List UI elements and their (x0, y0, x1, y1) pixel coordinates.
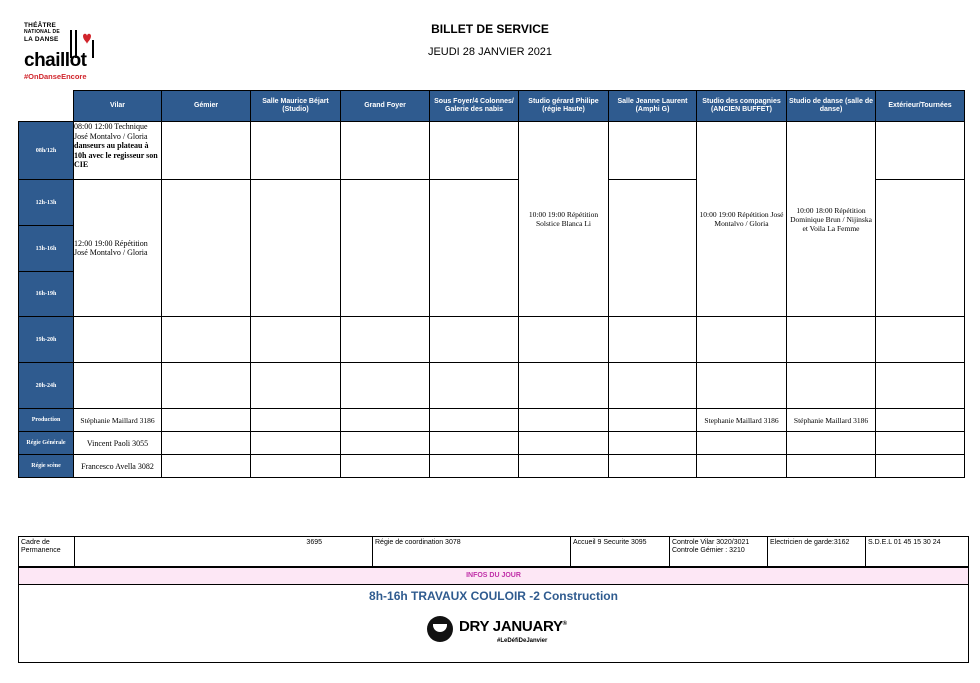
empty-cell (430, 180, 519, 317)
dry-january-hashtag: #LeDéfiDeJanvier (497, 638, 548, 644)
empty-cell (697, 432, 787, 455)
empty-cell (430, 455, 519, 478)
empty-cell (251, 317, 341, 363)
page-date: JEUDI 28 JANVIER 2021 (427, 46, 553, 58)
empty-cell (162, 432, 251, 455)
empty-cell (876, 432, 965, 455)
empty-cell (341, 432, 430, 455)
staff-cell: Francesco Avella 3082 (74, 455, 162, 478)
permanence-label: Cadre de Permanence (19, 537, 75, 567)
controle-gemier: Controle Gémier : 3210 (672, 547, 745, 554)
empty-cell (341, 409, 430, 432)
empty-cell (251, 432, 341, 455)
dry-january-reg: ® (562, 621, 567, 627)
time-label: 12h-13h (19, 180, 74, 226)
empty-cell (787, 363, 876, 409)
empty-cell (162, 317, 251, 363)
permanence-row (19, 537, 969, 567)
time-label: 20h-24h (19, 363, 74, 409)
staff-label: Production (19, 409, 74, 432)
col-header: Salle Maurice Béjart (Studio) (251, 91, 341, 122)
empty-cell (430, 409, 519, 432)
empty-cell (341, 363, 430, 409)
infos-message: 8h-16h TRAVAUX COULOIR -2 Construction (369, 589, 618, 603)
time-label: 19h-20h (19, 317, 74, 363)
empty-cell (609, 455, 697, 478)
empty-cell (519, 455, 609, 478)
coordination-cell: Régie de coordination 3078 (373, 537, 571, 567)
schedule-table (18, 90, 965, 478)
empty-cell (697, 317, 787, 363)
dry-january-icon (427, 616, 453, 642)
logo-hashtag: #OnDanseEncore (24, 72, 87, 81)
empty-cell (787, 432, 876, 455)
empty-cell (697, 455, 787, 478)
corner-cell (19, 91, 74, 122)
sdel-cell: S.D.E.L 01 45 15 30 24 (866, 537, 969, 567)
empty-cell (162, 455, 251, 478)
col-header: Studio des compagnies (ANCIEN BUFFET) (697, 91, 787, 122)
event-text: 08:00 12:00 Technique José Montalvo / Gloria (74, 122, 148, 141)
col-header: Studio gérard Philipe (régie Haute) (519, 91, 609, 122)
empty-cell (609, 363, 697, 409)
col-header: Sous Foyer/4 Colonnes/ Galerie des nabis (430, 91, 519, 122)
empty-cell (430, 432, 519, 455)
empty-cell (609, 409, 697, 432)
empty-cell (609, 180, 697, 317)
permanence-number-text: 3695 (306, 539, 322, 546)
empty-cell (341, 317, 430, 363)
staff-cell: Stéphanie Maillard 3186 (787, 409, 876, 432)
empty-cell (430, 363, 519, 409)
empty-cell (251, 363, 341, 409)
staff-cell: Stephanie Maillard 3186 (697, 409, 787, 432)
empty-cell (162, 409, 251, 432)
col-header: Gémier (162, 91, 251, 122)
empty-cell (876, 317, 965, 363)
empty-cell (697, 363, 787, 409)
dry-january-title-text: DRY JANUARY (459, 618, 563, 635)
gerard-philipe-event-cell: 10:00 19:00 Répétition Solstice Blanca Li (519, 122, 609, 317)
logo-line-1: THÉÂTRE (24, 22, 57, 29)
empty-cell (162, 180, 251, 317)
controle-vilar: Controle Vilar 3020/3021 (672, 539, 750, 546)
permanence-number (75, 537, 373, 567)
empty-cell (251, 122, 341, 180)
compagnies-event-cell: 10:00 19:00 Répétition José Montalvo / Gloria (697, 122, 787, 317)
empty-cell (162, 122, 251, 180)
dry-january-title (459, 618, 567, 635)
electricien-cell: Electricien de garde:3162 (768, 537, 866, 567)
infos-box (18, 567, 969, 663)
empty-cell (519, 432, 609, 455)
empty-cell (609, 122, 697, 180)
danse-event-cell: 10:00 18:00 Répétition Dominique Brun / Nijinska et Voila La Femme (787, 122, 876, 317)
table-row (19, 122, 965, 180)
empty-cell (74, 363, 162, 409)
staff-cell: Vincent Paoli 3055 (74, 432, 162, 455)
permanence-table (18, 536, 969, 567)
time-label: 08h/12h (19, 122, 74, 180)
logo-line-2: NATIONAL DE (24, 29, 60, 35)
logo-line-3: LA DANSE (24, 36, 59, 43)
empty-cell (341, 180, 430, 317)
vilar-afternoon-cell (74, 180, 162, 317)
infos-header: INFOS DU JOUR (19, 568, 968, 585)
header-row (19, 91, 965, 122)
table-row (19, 432, 965, 455)
table-row (19, 317, 965, 363)
empty-cell (341, 455, 430, 478)
dry-january-logo (427, 614, 567, 654)
empty-cell (876, 363, 965, 409)
event-note: danseurs au plateau à 10h avec le regisseur son CIE (74, 141, 158, 169)
vilar-morning-cell (74, 122, 162, 180)
staff-cell: Stéphanie Maillard 3186 (74, 409, 162, 432)
empty-cell (341, 122, 430, 180)
empty-cell (430, 122, 519, 180)
empty-cell (519, 363, 609, 409)
event-text: 12:00 19:00 Répétition José Montalvo / Gloria (74, 238, 148, 257)
empty-cell (609, 432, 697, 455)
empty-cell (609, 317, 697, 363)
empty-cell (74, 317, 162, 363)
empty-cell (519, 409, 609, 432)
controle-cell (670, 537, 768, 567)
empty-cell (876, 409, 965, 432)
staff-label: Régie scène (19, 455, 74, 478)
empty-cell (251, 409, 341, 432)
table-row (19, 455, 965, 478)
empty-cell (251, 455, 341, 478)
empty-cell (787, 455, 876, 478)
col-header: Extérieur/Tournées (876, 91, 965, 122)
empty-cell (162, 363, 251, 409)
table-row (19, 409, 965, 432)
staff-label: Régie Générale (19, 432, 74, 455)
col-header: Vilar (74, 91, 162, 122)
empty-cell (519, 317, 609, 363)
empty-cell (787, 317, 876, 363)
empty-cell (430, 317, 519, 363)
col-header: Studio de danse (salle de danse) (787, 91, 876, 122)
col-header: Salle Jeanne Laurent (Amphi G) (609, 91, 697, 122)
time-label: 13h-16h (19, 226, 74, 272)
empty-cell (876, 455, 965, 478)
logo-name: chaillot (24, 50, 87, 71)
col-header: Grand Foyer (341, 91, 430, 122)
page-title: BILLET DE SERVICE (431, 22, 549, 36)
empty-cell (876, 180, 965, 317)
accueil-cell: Accueil 9 Securite 3095 (571, 537, 670, 567)
table-row (19, 363, 965, 409)
empty-cell (876, 122, 965, 180)
time-label: 16h-19h (19, 272, 74, 317)
empty-cell (251, 180, 341, 317)
